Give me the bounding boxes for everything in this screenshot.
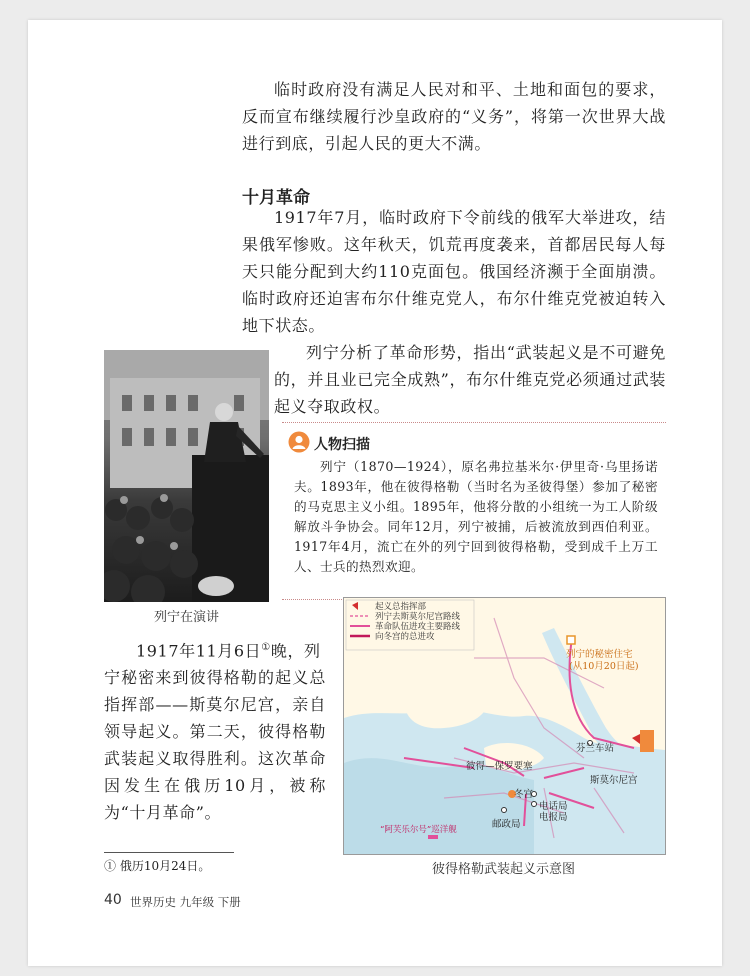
paragraph-lenin-analysis: 列宁分析了革命形势，指出“武装起义是不可避免的，并且业已完全成熟”，布尔什维克党必须通过武装起义夺取政权。 (274, 343, 666, 416)
date-suffix: 晚，列 (270, 641, 321, 661)
person-icon (288, 431, 310, 453)
book-title: 世界历史 九年级 下册 (130, 895, 241, 909)
map-legend (375, 601, 460, 641)
profile-box-text: 列宁（1870—1924），原名弗拉基米尔·伊里奇·乌里扬诺夫。1893年，他在彼得格勒（当时名为圣彼得堡）参加了秘密的马克思主义小组。1895年，他将分散的小组统一为工人阶级解放斗争协会。同年12月，列宁被捕，后被流放到西伯利亚。1917年4月，流亡在外的列宁回到彼得格勒，受到成千上万工人、士兵的热烈欢迎。 (294, 459, 658, 574)
intro-paragraph: 临时政府没有满足人民对和平、土地和面包的要求，反而宣布继续履行沙皇政府的“义务”，将第一次世界大战进行到底，引起人民的更大不满。 (242, 80, 666, 153)
petrograd-uprising-map (343, 597, 666, 855)
paragraph-rest: 宁秘密来到彼得格勒的起义总指挥部——斯莫尔尼宫，亲自领导起义。第二天，彼得格勒武装起义取得胜利。这次革命因发生在俄历10月，被称为“十月革命”。 (104, 668, 326, 823)
lenin-speech-photo-art (104, 350, 269, 602)
legend-general-assault: 向冬宫的总进攻 (375, 632, 435, 642)
profile-box-title: 人物扫描 (314, 437, 370, 453)
page-number: 40 (104, 892, 122, 908)
legend-lenin-route: 列宁去斯莫尔尼宫路线 (375, 612, 461, 622)
map-label-secret-residence: 列宁的秘密住宅 (566, 649, 633, 660)
paragraph-first-line (104, 634, 326, 664)
profile-box (282, 422, 666, 600)
legend-main-attack-route: 革命队伍进攻主要路线 (375, 622, 461, 632)
date-text: 1917年11月6日 (136, 641, 262, 661)
legend-headquarters: 起义总指挥部 (375, 602, 427, 612)
map-label-smolny: 斯莫尔尼宫 (590, 775, 638, 786)
map-label-telephone-exchange: 电话局 (539, 801, 568, 812)
map-label-telegraph-office: 电报局 (539, 812, 568, 823)
paragraph-july-offensive: 1917年7月，临时政府下令前线的俄军大举进攻，结果俄军惨败。这年秋天，饥荒再度袭来，首都居民每人每天只能分配到大约110克面包。俄国经济濒于全面崩溃。临时政府还迫害布尔什维克党人，布尔什维克党被迫转入地下状态。 (242, 208, 666, 335)
map-label-finland-station: 芬兰车站 (576, 743, 615, 754)
section-title: 十月革命 (242, 188, 310, 208)
map-label-winter-palace: 冬宫 (514, 789, 534, 800)
map-label-secret-residence-note: (从10月20日起) (569, 661, 639, 672)
footnote-marker: ① (261, 642, 271, 653)
paragraph-october-revolution (104, 634, 326, 826)
map-caption: 彼得格勒武装起义示意图 (431, 862, 575, 877)
map-label-peter-paul-fortress: 彼得—保罗要塞 (466, 761, 533, 772)
lenin-speech-photo (104, 350, 269, 602)
footnote-text: ① 俄历10月24日。 (104, 859, 211, 873)
textbook-page (28, 20, 722, 966)
map-label-aurora-cruiser: “阿芙乐尔号”巡洋舰 (380, 825, 457, 835)
footnote-rule (104, 852, 234, 853)
map-label-post-office: 邮政局 (492, 819, 521, 830)
photo-caption: 列宁在演讲 (153, 610, 219, 625)
